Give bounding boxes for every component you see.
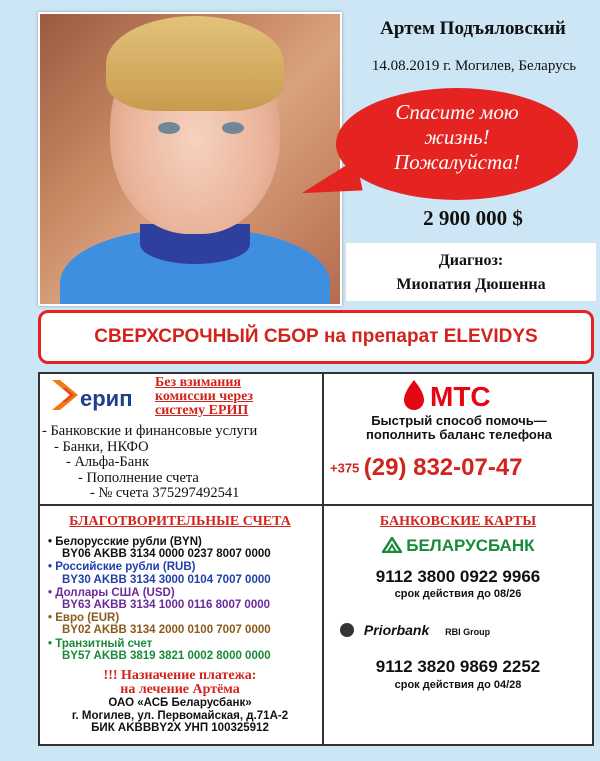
photo-eye-right: [222, 122, 244, 134]
plea-line: Пожалуйста!: [394, 150, 520, 174]
payment-grid: [38, 372, 594, 746]
account-item: [46, 638, 322, 662]
photo-hair: [106, 16, 284, 111]
bank-details-line: г. Могилев, ул. Первомайская, д.71А-2: [71, 709, 289, 722]
plea-line: Спасите мою: [395, 100, 519, 124]
urgent-banner: СВЕРХСРОЧНЫЙ СБОР на препарат ELEVIDYS: [38, 310, 594, 364]
account-currency: • Транзитный счет: [48, 637, 153, 650]
erip-note-line: Без взимания: [155, 375, 241, 390]
mts-description-line: пополнить баланс телефона: [366, 427, 552, 442]
card-expiry-priorbank: срок действия до 04/28: [394, 679, 522, 691]
account-number: BY30 AKBB 3134 3000 0104 7007 0000: [62, 573, 271, 586]
plea-line: жизнь!: [424, 125, 490, 149]
goal-amount: 2 900 000 $: [423, 206, 523, 230]
erip-path-step: - № счета 375297492541: [90, 485, 240, 501]
diagnosis-value: Миопатия Дюшенна: [396, 276, 546, 293]
account-item: [46, 612, 322, 636]
card-number-belarusbank: 9112 3800 0922 9966: [375, 567, 541, 586]
bank-details-line: БИК AKBBBY2X УНП 100325912: [91, 722, 269, 734]
account-currency: • Белорусские рубли (BYN): [48, 536, 202, 548]
account-number: BY06 AKBB 3134 0000 0237 8007 0000: [62, 548, 271, 561]
bank-details-line: ОАО «АСБ Беларусбанк»: [108, 697, 252, 709]
plea-text: [336, 100, 578, 175]
mts-description: [324, 414, 594, 442]
account-number: BY63 AKBB 3134 1000 0116 8007 0000: [62, 599, 271, 612]
priorbank-icon: [340, 623, 354, 637]
belarusbank-name: БЕЛАРУСБАНК: [406, 536, 535, 555]
phone-country-code: +375: [330, 460, 360, 476]
account-item: [46, 561, 322, 585]
payment-purpose-line: на лечение Артёма: [120, 682, 240, 697]
child-photo: [38, 12, 342, 306]
diagnosis-box: [346, 243, 596, 301]
erip-path-step: - Банковские и финансовые услуги: [42, 423, 258, 439]
account-item: [46, 536, 322, 560]
erip-note-line: комиссии через: [155, 389, 254, 404]
mts-description-line: Быстрый способ помочь—: [371, 413, 547, 428]
accounts-list: [46, 536, 322, 663]
mts-phone: [330, 454, 590, 482]
payment-purpose: [40, 669, 320, 697]
accounts-title: БЛАГОТВОРИТЕЛЬНЫЕ СЧЕТА: [69, 514, 291, 529]
child-name: Артем Подъяловский: [380, 18, 566, 39]
account-number: BY02 AKBB 3134 2000 0100 7007 0000: [62, 624, 271, 637]
erip-path: [40, 424, 257, 502]
mts-logo-text: МТС: [430, 381, 491, 412]
erip-logo-text: ерип: [80, 386, 133, 411]
account-currency: • Доллары США (USD): [48, 586, 175, 599]
account-item: [46, 587, 322, 611]
erip-path-step: - Альфа-Банк: [66, 454, 149, 470]
belarusbank-icon: [382, 537, 402, 553]
rbi-group-logo: RBI Group: [445, 627, 491, 637]
erip-no-fee-note: [155, 376, 315, 418]
cards-title: БАНКОВСКИЕ КАРТЫ: [379, 514, 537, 529]
grid-divider-horizontal: [40, 504, 592, 506]
card-expiry-belarusbank: срок действия до 08/26: [394, 588, 522, 600]
priorbank-logo: [340, 622, 590, 638]
account-currency: • Евро (EUR): [48, 612, 120, 625]
erip-note-line: систему ЕРИП: [155, 403, 249, 418]
payment-purpose-line: !!! Назначение платежа:: [103, 668, 257, 683]
account-number: BY57 AKBB 3819 3821 0002 8000 0000: [62, 649, 271, 662]
phone-number: (29) 832-07-47: [363, 454, 523, 481]
diagnosis-label: Диагноз:: [438, 252, 504, 269]
erip-logo-icon: [50, 378, 82, 412]
card-number-priorbank: 9112 3820 9869 2252: [375, 657, 541, 676]
mts-logo-icon: [400, 378, 530, 412]
account-currency: • Российские рубли (RUB): [48, 561, 196, 574]
photo-eye-left: [158, 122, 180, 134]
erip-path-step: - Пополнение счета: [78, 469, 199, 486]
birth-date-city: 14.08.2019 г. Могилев, Беларусь: [371, 58, 577, 74]
priorbank-name: Priorbank: [363, 622, 430, 638]
erip-path-step: - Банки, НКФО: [54, 438, 149, 455]
bank-details: [40, 697, 320, 735]
belarusbank-logo: [324, 536, 592, 556]
